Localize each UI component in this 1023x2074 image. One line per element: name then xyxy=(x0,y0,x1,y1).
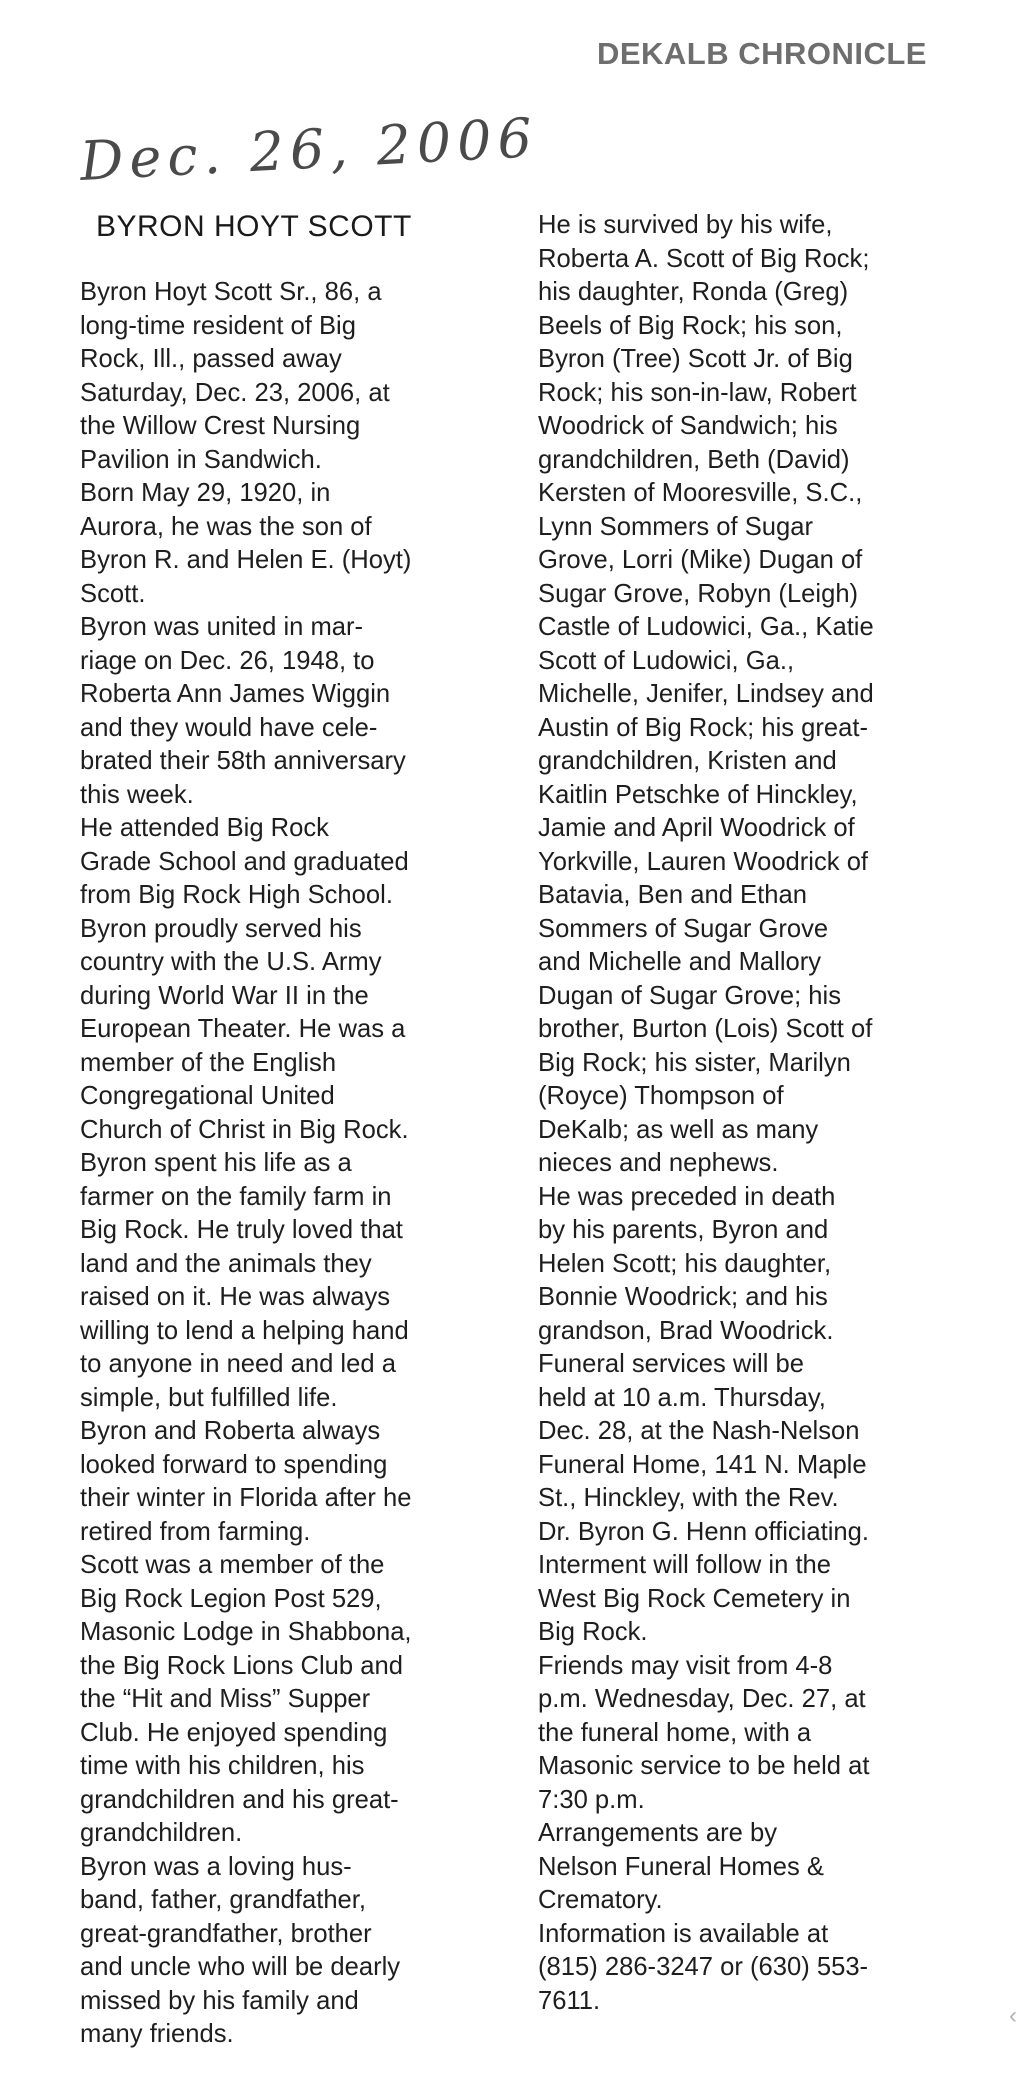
masthead: DEKALB CHRONICLE xyxy=(596,36,927,71)
text-line: farmer on the family farm in xyxy=(80,1182,392,1211)
text-line: the funeral home, with a xyxy=(538,1718,812,1747)
text-line: Castle of Ludowici, Ga., Katie xyxy=(538,613,874,641)
text-line: Big Rock; his sister, Marilyn xyxy=(538,1048,851,1077)
text-line: raised on it. He was always xyxy=(80,1283,391,1311)
text-line: Information is available at xyxy=(538,1919,829,1948)
text-line: Kaitlin Petschke of Hinckley, xyxy=(538,780,858,809)
text-line: Sommers of Sugar Grove xyxy=(538,914,829,943)
text-line: Beels of Big Rock; his son, xyxy=(538,311,843,340)
text-line: Bonnie Woodrick; and his xyxy=(538,1283,828,1311)
text-line: He attended Big Rock xyxy=(80,814,329,842)
text-line: Congregational United xyxy=(80,1082,335,1110)
text-line: Austin of Big Rock; his great- xyxy=(538,713,869,742)
text-line: country with the U.S. Army xyxy=(80,948,382,976)
text-line: Big Rock. He truly loved that xyxy=(80,1216,403,1244)
text-line: and they would have cele- xyxy=(80,713,378,742)
text-line: Jamie and April Woodrick of xyxy=(538,814,855,842)
text-line: Funeral Home, 141 N. Maple xyxy=(538,1450,867,1479)
text-line: grandchildren, Beth (David) xyxy=(538,445,850,474)
text-line: willing to lend a helping hand xyxy=(80,1316,409,1345)
text-line: the Big Rock Lions Club and xyxy=(80,1651,403,1680)
text-line: Byron Hoyt Scott Sr., 86, a xyxy=(80,278,382,306)
text-line: Club. He enjoyed spending xyxy=(80,1718,388,1747)
text-line: Michelle, Jenifer, Lindsey and xyxy=(538,680,874,708)
text-line: time with his children, his xyxy=(80,1752,365,1780)
text-line: held at 10 a.m. Thursday, xyxy=(538,1383,826,1412)
text-line: Dr. Byron G. Henn officiating. xyxy=(538,1517,869,1546)
text-line: Aurora, he was the son of xyxy=(80,512,372,541)
text-line: Church of Christ in Big Rock. xyxy=(80,1115,409,1144)
text-line: Byron proudly served his xyxy=(80,914,362,943)
text-line: grandchildren and his great- xyxy=(80,1785,399,1814)
text-line: Friends may visit from 4-8 xyxy=(538,1651,833,1680)
text-line: looked forward to spending xyxy=(80,1450,388,1479)
handwritten-date: Dec. 26, 2006 xyxy=(78,106,540,193)
text-line: long-time resident of Big xyxy=(80,311,356,340)
text-line: Rock, Ill., passed away xyxy=(80,345,342,373)
text-line: their winter in Florida after he xyxy=(80,1484,412,1512)
text-line: his daughter, Ronda (Greg) xyxy=(538,278,849,306)
text-line: during World War II in the xyxy=(80,981,369,1010)
text-line: nieces and nephews. xyxy=(538,1149,779,1177)
text-line: Kersten of Mooresville, S.C., xyxy=(538,479,863,507)
text-line: from Big Rock High School. xyxy=(80,881,393,909)
text-line: and uncle who will be dearly xyxy=(80,1953,401,1981)
text-line: Masonic service to be held at xyxy=(538,1752,870,1780)
text-line: Crematory. xyxy=(538,1886,663,1914)
text-line: Scott of Ludowici, Ga., xyxy=(538,646,795,675)
text-line: Byron spent his life as a xyxy=(80,1149,352,1177)
text-line: Dec. 28, at the Nash-Nelson xyxy=(538,1417,860,1445)
text-line: great-grandfather, brother xyxy=(80,1919,372,1948)
text-line: retired from farming. xyxy=(80,1517,311,1546)
text-line: p.m. Wednesday, Dec. 27, at xyxy=(538,1685,866,1713)
text-line: Byron R. and Helen E. (Hoyt) xyxy=(80,546,412,574)
text-line: land and the animals they xyxy=(80,1249,372,1278)
text-line: Yorkville, Lauren Woodrick of xyxy=(538,847,869,876)
text-line: grandchildren. xyxy=(80,1819,243,1847)
text-line: Batavia, Ben and Ethan xyxy=(538,881,807,909)
text-line: Born May 29, 1920, in xyxy=(80,479,331,507)
text-line: He is survived by his wife, xyxy=(538,211,833,239)
text-line: grandson, Brad Woodrick. xyxy=(538,1316,834,1345)
text-line: (Royce) Thompson of xyxy=(538,1082,784,1110)
text-line: simple, but fulfilled life. xyxy=(80,1383,338,1412)
text-line: (815) 286-3247 or (630) 553- xyxy=(538,1953,869,1981)
text-line: Roberta A. Scott of Big Rock; xyxy=(538,244,870,273)
text-line: 7:30 p.m. xyxy=(538,1785,645,1814)
text-line: this week. xyxy=(80,780,194,809)
text-line: grandchildren, Kristen and xyxy=(538,747,837,775)
text-line: Interment will follow in the xyxy=(538,1551,832,1579)
text-line: St., Hinckley, with the Rev. xyxy=(538,1484,839,1512)
text-line: Byron was united in mar- xyxy=(80,613,364,641)
text-line: Big Rock. xyxy=(538,1618,648,1646)
text-line: and Michelle and Mallory xyxy=(538,948,822,976)
text-line: Rock; his son-in-law, Robert xyxy=(538,378,857,407)
text-line: Masonic Lodge in Shabbona, xyxy=(80,1618,412,1646)
text-line: many friends. xyxy=(80,2020,234,2048)
text-line: to anyone in need and led a xyxy=(80,1350,396,1378)
text-line: European Theater. He was a xyxy=(80,1015,406,1043)
text-line: West Big Rock Cemetery in xyxy=(538,1584,851,1613)
text-line: member of the English xyxy=(80,1048,337,1077)
text-line: Roberta Ann James Wiggin xyxy=(80,680,391,708)
text-line: Scott. xyxy=(80,579,146,608)
text-line: Woodrick of Sandwich; his xyxy=(538,412,838,440)
text-line: Grade School and graduated xyxy=(80,847,409,876)
text-line: Helen Scott; his daughter, xyxy=(538,1249,832,1278)
text-line: Byron and Roberta always xyxy=(80,1417,381,1445)
text-line: Arrangements are by xyxy=(538,1819,777,1847)
text-line: the “Hit and Miss” Supper xyxy=(80,1685,371,1713)
obituary-headline: BYRON HOYT SCOTT xyxy=(96,210,412,243)
text-line: Sugar Grove, Robyn (Leigh) xyxy=(538,579,859,608)
text-line: Nelson Funeral Homes & xyxy=(538,1852,824,1881)
text-line: by his parents, Byron and xyxy=(538,1216,829,1244)
text-line: Lynn Sommers of Sugar xyxy=(538,512,814,541)
text-line: DeKalb; as well as many xyxy=(538,1115,819,1144)
text-line: Scott was a member of the xyxy=(80,1551,385,1579)
text-line: Grove, Lorri (Mike) Dugan of xyxy=(538,546,863,574)
text-line: brated their 58th anniversary xyxy=(80,747,406,775)
text-line: Dugan of Sugar Grove; his xyxy=(538,981,842,1010)
text-line: Saturday, Dec. 23, 2006, at xyxy=(80,378,390,407)
text-line: Byron (Tree) Scott Jr. of Big xyxy=(538,345,853,373)
text-line: He was preceded in death xyxy=(538,1182,836,1211)
text-line: missed by his family and xyxy=(80,1986,359,2015)
text-line: Pavilion in Sandwich. xyxy=(80,445,322,474)
text-line: riage on Dec. 26, 1948, to xyxy=(80,646,375,675)
text-line: brother, Burton (Lois) Scott of xyxy=(538,1015,873,1043)
text-line: 7611. xyxy=(538,1986,601,2015)
text-line: Byron was a loving hus- xyxy=(80,1852,352,1881)
text-line: Big Rock Legion Post 529, xyxy=(80,1584,382,1613)
obituary-right-column xyxy=(538,209,938,2018)
text-line: Funeral services will be xyxy=(538,1350,804,1378)
text-line: band, father, grandfather, xyxy=(80,1886,367,1914)
scan-corner-mark: ‹ xyxy=(1009,2002,1017,2029)
text-line: the Willow Crest Nursing xyxy=(80,412,361,440)
obituary-left-column xyxy=(80,276,480,2052)
